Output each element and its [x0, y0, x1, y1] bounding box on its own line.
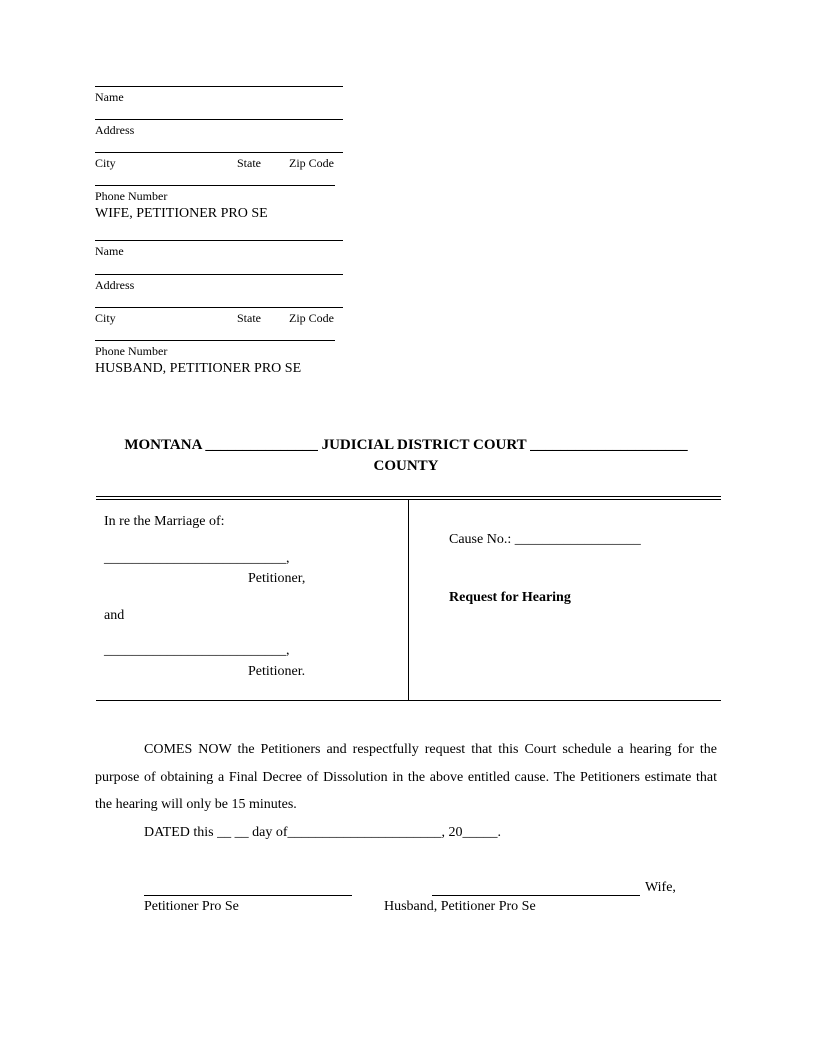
husband-phone-line[interactable] — [95, 340, 335, 341]
husband-zip-label: Zip Code — [289, 311, 334, 325]
husband-phone-label: Phone Number — [95, 344, 168, 358]
wife-phone-label: Phone Number — [95, 189, 168, 203]
wife-signature-line[interactable] — [144, 895, 352, 896]
husband-signature-line[interactable] — [432, 895, 640, 896]
wife-address-label: Address — [95, 123, 135, 137]
petitioner2-name-blank[interactable]: __________________________, — [104, 643, 290, 658]
petitioner2-label: Petitioner. — [248, 664, 306, 679]
petitioner1-name-blank[interactable]: __________________________, — [104, 551, 290, 566]
cause-number[interactable]: Cause No.: __________________ — [449, 532, 641, 547]
dated-line[interactable]: DATED this __ __ day of______________________, 20_____. — [144, 825, 501, 840]
husband-name-line[interactable] — [95, 240, 343, 241]
wife-role: WIFE, PETITIONER PRO SE — [95, 206, 268, 221]
wife-zip-label: Zip Code — [289, 156, 334, 170]
signature-wife-suffix: Wife, — [645, 880, 676, 895]
husband-role: HUSBAND, PETITIONER PRO SE — [95, 361, 302, 376]
petitioner1-label: Petitioner, — [248, 571, 306, 586]
wife-address-line[interactable] — [95, 119, 343, 120]
wife-city-line[interactable] — [95, 152, 343, 153]
wife-phone-line[interactable] — [95, 185, 335, 186]
husband-signature-label: Husband, Petitioner Pro Se — [384, 899, 536, 914]
wife-name-line[interactable] — [95, 86, 343, 87]
caption-top-rule-1 — [96, 496, 721, 497]
husband-address-line[interactable] — [95, 274, 343, 275]
wife-name-label: Name — [95, 90, 124, 104]
husband-city-line[interactable] — [95, 307, 343, 308]
wife-city-label: City — [95, 156, 116, 170]
in-re-marriage: In re the Marriage of: — [104, 514, 225, 529]
husband-state-label: State — [237, 311, 261, 325]
husband-name-label: Name — [95, 244, 124, 258]
wife-signature-label: Petitioner Pro Se — [144, 899, 239, 914]
document-title: Request for Hearing — [449, 590, 571, 605]
caption-bottom-rule — [96, 700, 721, 701]
request-paragraph: COMES NOW the Petitioners and respectfully request that this Court schedule a hearing for the purpose of obtaining a Final Decree of Dissolution in the above entitled cause. The Petitioners estimate that the hearing will only be 15 minutes. — [95, 742, 717, 812]
and-text: and — [104, 608, 125, 623]
court-heading-line1: MONTANA _______________ JUDICIAL DISTRICT COURT _____________________ — [124, 437, 688, 453]
caption-divider — [408, 500, 409, 701]
wife-state-label: State — [237, 156, 261, 170]
husband-address-label: Address — [95, 278, 135, 292]
court-heading-line2: COUNTY — [373, 458, 439, 474]
husband-city-label: City — [95, 311, 116, 325]
